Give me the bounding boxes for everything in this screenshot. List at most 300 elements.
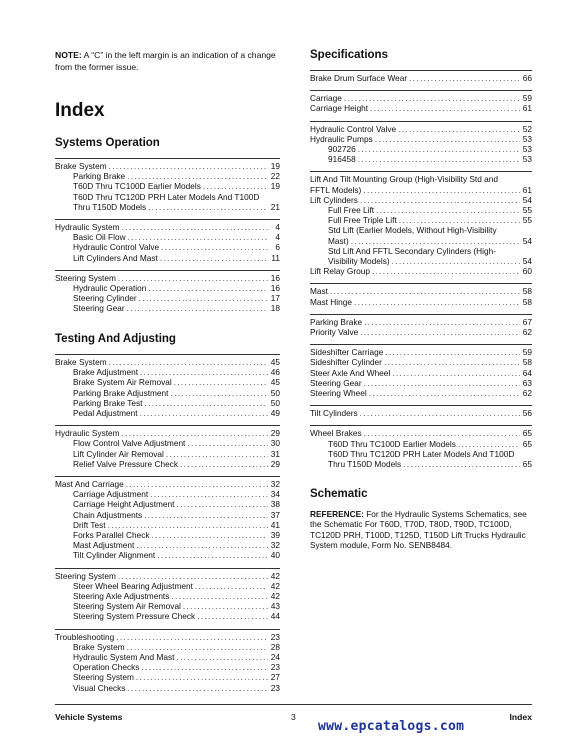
dot-leader	[171, 591, 268, 601]
dot-leader	[364, 317, 520, 327]
index-entry	[55, 510, 280, 520]
footer-left: Vehicle Systems	[55, 712, 123, 722]
index-entry	[310, 205, 532, 215]
index-entry	[55, 489, 280, 499]
entry-title: Sideshifter Carriage	[310, 347, 384, 358]
entry-title: Lift Relay Group	[310, 266, 370, 277]
dot-leader	[358, 154, 520, 164]
specifications-section	[310, 49, 532, 476]
page-ref: 54	[522, 235, 532, 246]
group-divider	[310, 171, 532, 172]
page-ref: 23	[270, 631, 280, 642]
index-entry	[55, 642, 280, 652]
dot-leader	[360, 408, 520, 418]
entry-title: Steering Gear	[310, 377, 362, 388]
entry-title: Priority Valve	[310, 327, 359, 338]
page-ref: 56	[522, 408, 532, 419]
dot-leader	[160, 253, 268, 263]
entry-title: Full Free Lift	[328, 205, 375, 216]
dot-leader	[344, 93, 520, 103]
page-ref: 42	[270, 570, 280, 581]
index-entry-text: Std Lift And FFTL Secondary Cylinders (High-	[328, 245, 497, 256]
entry-title: Brake System	[55, 161, 107, 171]
dot-leader	[122, 222, 268, 232]
entry-title: Steering System Pressure Check	[73, 611, 196, 622]
entry-title: Steer Axle And Wheel	[310, 367, 391, 378]
page-ref: 62	[522, 388, 532, 399]
dot-leader	[403, 459, 520, 469]
index-group	[55, 629, 280, 693]
entry-title: Relief Valve Pressure Check	[73, 458, 178, 469]
page-ref: 16	[270, 272, 280, 283]
page-ref: 45	[270, 377, 280, 388]
entry-title: Mast Adjustment	[73, 540, 135, 551]
dot-leader	[128, 232, 268, 242]
index-entry	[55, 161, 280, 171]
entry-title: Drift Test	[73, 519, 106, 530]
entry-title: Steering Cylinder	[73, 293, 137, 304]
page-ref: 4	[275, 222, 280, 233]
dot-leader	[144, 398, 268, 408]
dot-leader	[376, 205, 520, 215]
entry-title: Brake System	[73, 641, 125, 652]
entry-title: Lift Cylinder Air Removal	[73, 448, 164, 459]
page-ref: 44	[270, 611, 280, 622]
index-group	[310, 344, 532, 398]
index-entry	[55, 273, 280, 283]
group-divider	[55, 219, 280, 220]
index-entry	[310, 368, 532, 378]
dot-leader	[360, 195, 520, 205]
index-group	[55, 354, 280, 418]
entry-title: Full Free Triple Lift	[328, 215, 397, 226]
index-entry	[55, 283, 280, 293]
entry-title: Brake System Air Removal	[73, 377, 172, 388]
entry-title: Parking Brake	[310, 316, 363, 327]
page-ref: 34	[270, 489, 280, 500]
watermark-url: www.epcatalogs.com	[318, 719, 465, 734]
index-entry	[55, 388, 280, 398]
dot-leader	[116, 632, 268, 642]
section-title: Testing And Adjusting	[55, 333, 176, 345]
dot-leader	[152, 530, 268, 540]
index-groups	[55, 354, 280, 693]
index-entry	[55, 459, 280, 469]
dot-leader	[140, 408, 268, 418]
dot-leader	[136, 672, 268, 682]
page-number: 3	[291, 712, 296, 722]
page-ref: 53	[522, 154, 532, 165]
index-entry	[55, 202, 280, 212]
page-ref: 17	[270, 293, 280, 304]
page-ref: 29	[270, 428, 280, 439]
note-text: A “C” in the left margin is an indication of a change from the former issue.	[55, 50, 276, 72]
page-ref: 40	[270, 550, 280, 561]
entry-title: Hydraulic Operation	[73, 283, 147, 294]
index-entry	[310, 378, 532, 388]
entry-title: Pedal Adjustment	[73, 408, 138, 419]
index-group	[310, 314, 532, 337]
group-divider	[55, 354, 280, 355]
index-group	[55, 270, 280, 314]
page-ref: 58	[522, 286, 532, 297]
page-ref: 38	[270, 499, 280, 510]
dot-leader	[364, 428, 520, 438]
entry-title: Hydraulic Control Valve	[310, 123, 397, 134]
dot-leader	[458, 439, 520, 449]
index-entry	[310, 297, 532, 307]
dot-leader	[174, 377, 268, 387]
entry-title: Chain Adjustments	[73, 509, 143, 520]
index-entry	[55, 171, 280, 181]
entry-title: Basic Oil Flow	[73, 232, 126, 243]
dot-leader	[392, 368, 520, 378]
entry-title: Brake Drum Surface Wear	[310, 73, 408, 83]
section-title: Specifications	[310, 49, 388, 61]
dot-leader	[372, 266, 520, 276]
dot-leader	[399, 215, 520, 225]
index-entry	[55, 479, 280, 489]
entry-title: Sideshifter Cylinder	[310, 357, 382, 368]
index-entry	[55, 222, 280, 232]
entry-title: Operation Checks	[73, 662, 140, 673]
index-entry-text: Std Lift (Earlier Models, Without High-Visibility	[328, 225, 497, 236]
index-entry	[55, 530, 280, 540]
dot-leader	[354, 297, 520, 307]
dot-leader	[170, 388, 268, 398]
group-divider	[310, 70, 532, 71]
page-ref: 59	[522, 93, 532, 104]
dot-leader	[109, 357, 268, 367]
dot-leader	[148, 283, 268, 293]
index-entry	[55, 520, 280, 530]
dot-leader	[136, 540, 268, 550]
group-divider	[55, 158, 280, 159]
entry-title: Tilt Cylinders	[310, 408, 358, 419]
dot-leader	[369, 388, 520, 398]
index-entry	[55, 357, 280, 367]
page-ref: 19	[270, 181, 280, 192]
dot-leader	[385, 347, 520, 357]
page-ref: 50	[270, 397, 280, 408]
entry-title: T60D Thru TC100D Earlier Models	[73, 181, 201, 192]
dot-leader	[176, 652, 268, 662]
dot-leader	[161, 242, 268, 252]
index-entry	[55, 408, 280, 418]
dot-leader	[144, 510, 268, 520]
page-ref: 16	[270, 283, 280, 294]
entry-title: Hydraulic Pumps	[310, 133, 373, 144]
index-entry	[310, 154, 532, 164]
index-entry	[310, 327, 532, 337]
dot-leader	[118, 273, 268, 283]
page-ref: 18	[270, 303, 280, 314]
page-ref: 61	[522, 103, 532, 114]
dot-leader	[370, 103, 520, 113]
page-ref: 66	[522, 73, 532, 83]
index-entry	[55, 398, 280, 408]
page-footer	[55, 704, 532, 722]
entry-title: T60D Thru TC100D Earlier Models	[328, 438, 456, 449]
index-group	[310, 425, 532, 469]
dot-leader	[139, 293, 268, 303]
index-group	[55, 476, 280, 561]
systems-operation-section	[55, 137, 280, 321]
entry-title: Brake Adjustment	[73, 367, 139, 378]
page-ref: 29	[270, 458, 280, 469]
dot-leader	[375, 134, 520, 144]
schematic-reference	[310, 509, 532, 551]
index-entry	[55, 632, 280, 642]
page-ref: 65	[522, 459, 532, 470]
entry-title: Carriage	[310, 93, 342, 104]
schematic-section	[310, 488, 532, 551]
index-entry	[55, 377, 280, 387]
page-ref: 37	[270, 509, 280, 520]
dot-leader	[392, 256, 520, 266]
index-entry	[55, 181, 280, 191]
index-entry	[310, 347, 532, 357]
index-entry	[310, 266, 532, 276]
dot-leader	[157, 550, 268, 560]
dot-leader	[409, 73, 520, 83]
dot-leader	[127, 683, 268, 693]
dot-leader	[166, 449, 268, 459]
index-entry	[310, 236, 532, 246]
footer-right: Index	[509, 712, 532, 722]
index-groups	[310, 70, 532, 469]
page-ref: 6	[275, 242, 280, 253]
index-entry	[310, 93, 532, 103]
dot-leader	[351, 236, 520, 246]
page-ref: 55	[522, 215, 532, 226]
entry-title: Brake System	[55, 357, 107, 367]
section-title: Systems Operation	[55, 137, 160, 149]
index-entry	[55, 611, 280, 621]
page-ref: 24	[270, 652, 280, 663]
dot-leader	[360, 327, 520, 337]
page-ref: 62	[522, 327, 532, 338]
dot-leader	[195, 581, 268, 591]
page-ref: 45	[270, 357, 280, 367]
dot-leader	[109, 161, 268, 171]
dot-leader	[203, 181, 268, 191]
index-entry	[310, 317, 532, 327]
group-divider	[310, 90, 532, 91]
entry-title: Carriage Adjustment	[73, 489, 149, 500]
entry-title: Lift Cylinders	[310, 194, 358, 205]
group-divider	[55, 425, 280, 426]
group-divider	[310, 425, 532, 426]
index-entry	[55, 540, 280, 550]
entry-title: Lift Cylinders And Mast	[73, 252, 158, 263]
index-entry	[55, 672, 280, 682]
page-ref: 11	[271, 252, 280, 263]
entry-title: Carriage Height	[310, 103, 369, 114]
page-ref: 32	[270, 540, 280, 551]
entry-title: 902726	[328, 144, 356, 155]
page-ref: 53	[522, 133, 532, 144]
page-ref: 22	[270, 171, 280, 182]
note-label: NOTE:	[55, 50, 82, 60]
entry-title: Tilt Cylinder Alignment	[73, 550, 156, 561]
index-entry	[310, 428, 532, 438]
dot-leader	[358, 144, 520, 154]
index-entry	[55, 303, 280, 313]
entry-title: Steering Wheel	[310, 388, 367, 399]
index-group	[310, 283, 532, 306]
group-divider	[55, 476, 280, 477]
index-entry	[310, 388, 532, 398]
entry-title: Mast Hinge	[310, 296, 352, 307]
page-ref: 43	[270, 601, 280, 612]
page-ref: 54	[522, 256, 532, 267]
index-entry	[55, 449, 280, 459]
testing-adjusting-section	[55, 333, 280, 700]
dot-leader	[364, 378, 520, 388]
index-group	[55, 568, 280, 622]
section-title: Schematic	[310, 488, 368, 500]
entry-title: FFTL Models)	[310, 184, 362, 195]
index-entry	[310, 73, 532, 83]
page-ref: 41	[270, 519, 280, 530]
page-ref: 65	[522, 428, 532, 439]
entry-title: Parking Brake Test	[73, 397, 143, 408]
page-ref: 58	[522, 296, 532, 307]
group-divider	[310, 344, 532, 345]
dot-leader	[127, 642, 268, 652]
index-entry	[310, 185, 532, 195]
index-entry	[55, 438, 280, 448]
index-entry	[55, 499, 280, 509]
dot-leader	[197, 611, 268, 621]
entry-title: Mast)	[328, 235, 349, 246]
page-ref: 49	[270, 408, 280, 419]
entry-title: Steering Gear	[73, 303, 125, 314]
index-group	[55, 219, 280, 263]
index-entry	[310, 286, 532, 296]
page-ref: 60	[522, 266, 532, 277]
index-group	[310, 171, 532, 276]
entry-title: Wheel Brakes	[310, 428, 362, 439]
entry-title: Mast	[310, 286, 328, 297]
index-entry	[55, 192, 280, 202]
page-ref: 31	[270, 448, 280, 459]
dot-leader	[127, 171, 268, 181]
index-entry	[55, 232, 280, 242]
page-ref: 19	[270, 161, 280, 171]
page-ref: 42	[270, 580, 280, 591]
entry-title: Hydraulic System And Mast	[73, 652, 175, 663]
reference-label: REFERENCE:	[310, 509, 364, 519]
index-entry	[55, 293, 280, 303]
index-entry	[310, 256, 532, 266]
entry-title: Thru T150D Models	[73, 201, 147, 212]
entry-title: Hydraulic System	[55, 428, 120, 439]
index-entry	[55, 253, 280, 263]
page-ref: 59	[522, 347, 532, 358]
entry-title: Steering System	[55, 272, 116, 283]
page-ref: 23	[270, 662, 280, 673]
index-entry	[55, 662, 280, 672]
entry-title: Forks Parallel Check	[73, 530, 150, 541]
page-ref: 23	[270, 682, 280, 693]
entry-title: Steering System Air Removal	[73, 601, 181, 612]
index-entry	[310, 439, 532, 449]
index-group	[310, 90, 532, 113]
index-entry	[310, 134, 532, 144]
group-divider	[55, 629, 280, 630]
page-ref: 39	[270, 530, 280, 541]
dot-leader	[140, 367, 268, 377]
index-entry	[55, 367, 280, 377]
dot-leader	[398, 124, 520, 134]
dot-leader	[141, 662, 268, 672]
index-entry	[55, 591, 280, 601]
page-ref: 28	[270, 641, 280, 652]
page-ref: 21	[270, 201, 280, 212]
group-divider	[310, 405, 532, 406]
entry-title: 916458	[328, 154, 356, 165]
index-group	[310, 70, 532, 83]
reference-text: For the Hydraulic Systems Schematics, see the Schematic For T60D, T70D, T80D, T90D, TC100D, TC120D PRH, T100D, T125D, T150D Lift Trucks Hydraulic System module, Form No. SENB8484.	[310, 509, 527, 551]
entry-title: Hydraulic Control Valve	[73, 242, 160, 253]
page-ref: 50	[270, 387, 280, 398]
dot-leader	[176, 499, 268, 509]
dot-leader	[384, 357, 520, 367]
entry-title: Hydraulic System	[55, 222, 120, 233]
page-ref: 27	[270, 672, 280, 683]
page-ref: 52	[522, 123, 532, 134]
index-group	[310, 405, 532, 418]
entry-title: Flow Control Valve Adjustment	[73, 438, 186, 449]
index-entry	[55, 601, 280, 611]
page-ref: 64	[522, 367, 532, 378]
index-entry	[310, 459, 532, 469]
dot-leader	[118, 571, 268, 581]
entry-title: Parking Brake Adjustment	[73, 387, 169, 398]
index-group	[310, 121, 532, 165]
page-title: Index	[55, 100, 105, 121]
entry-title: Visual Checks	[73, 682, 126, 693]
index-entry	[55, 550, 280, 560]
page-ref: 46	[270, 367, 280, 378]
group-divider	[310, 314, 532, 315]
index-entry	[55, 242, 280, 252]
page-ref: 32	[270, 479, 280, 490]
entry-title: Mast And Carriage	[55, 479, 124, 490]
dot-leader	[183, 601, 268, 611]
index-entry-text: Lift And Tilt Mounting Group (High-Visibility Std and	[310, 174, 499, 185]
index-entry	[310, 408, 532, 418]
index-entry	[310, 215, 532, 225]
entry-title: Steer Wheel Bearing Adjustment	[73, 580, 193, 591]
index-entry	[310, 103, 532, 113]
page-ref: 55	[522, 205, 532, 216]
entry-title: Parking Brake	[73, 171, 126, 182]
entry-title: Thru T150D Models	[328, 459, 402, 470]
index-entry	[310, 124, 532, 134]
note-paragraph	[55, 49, 280, 73]
index-entry	[55, 581, 280, 591]
page-ref: 65	[522, 438, 532, 449]
entry-title: Visibility Models)	[328, 256, 390, 267]
index-entry	[310, 144, 532, 154]
dot-leader	[126, 479, 268, 489]
dot-leader	[180, 459, 268, 469]
dot-leader	[187, 438, 268, 448]
index-entry-text: T60D Thru TC120D PRH Later Models And T100D	[328, 448, 515, 459]
